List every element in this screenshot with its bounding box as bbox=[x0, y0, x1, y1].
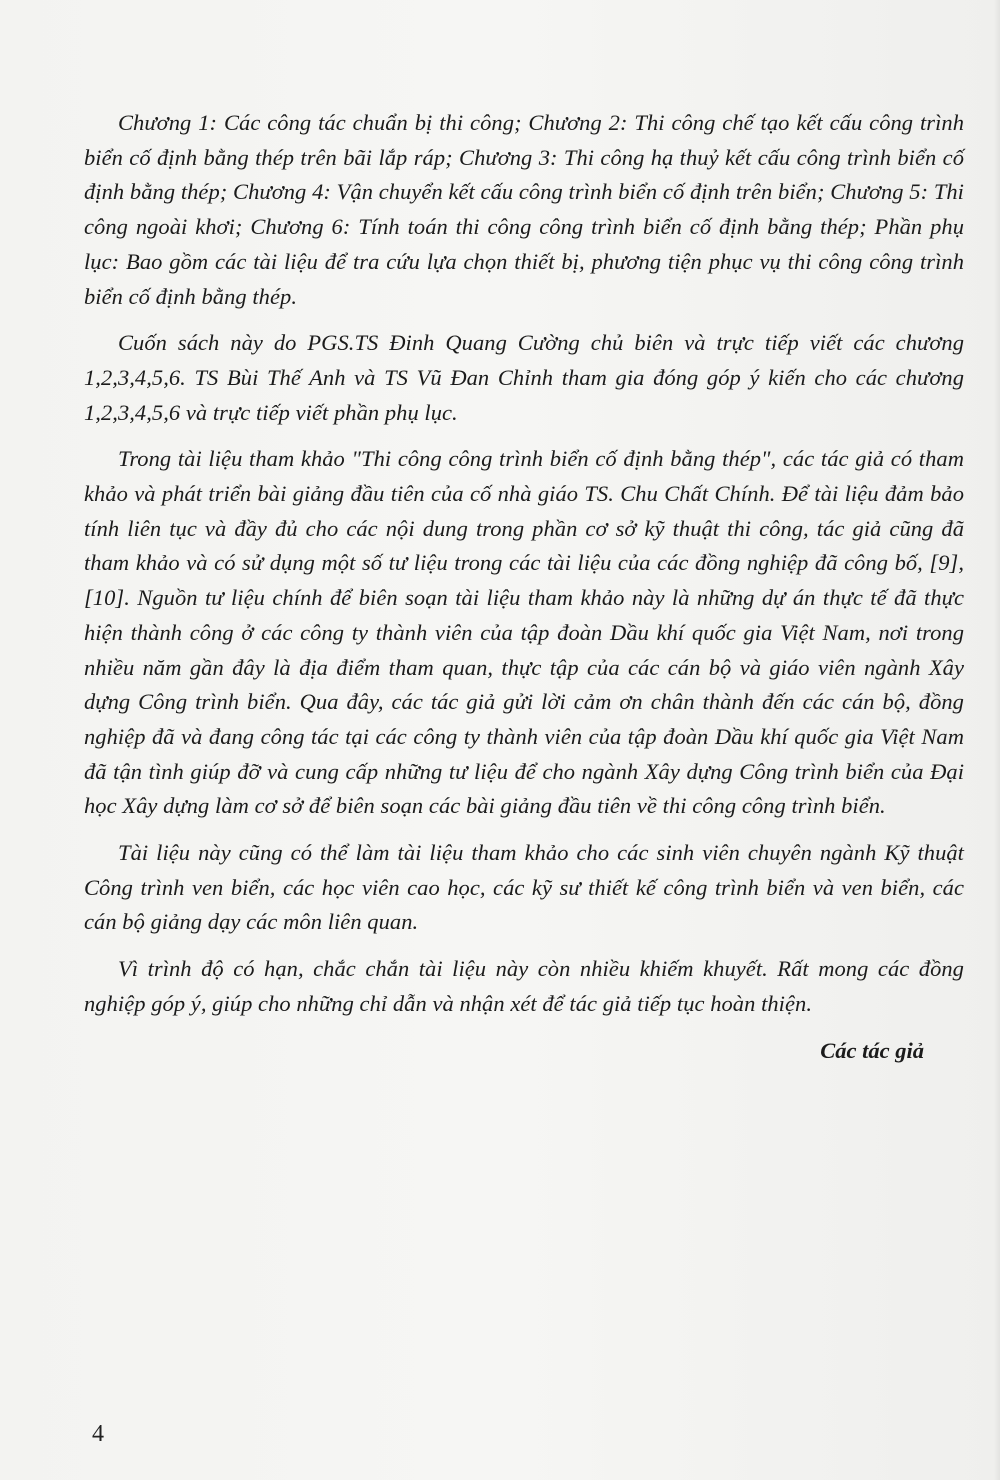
signature: Các tác giả bbox=[820, 1037, 924, 1063]
page-edge-shadow bbox=[994, 0, 1000, 1480]
paragraph-chapter-list: Chương 1: Các công tác chuẩn bị thi công; Chương 2: Thi công chế tạo kết cấu công trình biển cố định bằng thép trên bãi lắp ráp; Chương 3: Thi công hạ thuỷ kết cấu công trình biển cố định bằng thép; Chương 4: Vận chuyển kết cấu công trình biển cố định trên biển; Chương 5: Thi công ngoài khơi; Chương 6: Tính toán thi công công trình biển cố định bằng thép; Phần phụ lục: Bao gồm các tài liệu để tra cứu lựa chọn thiết bị, phương tiện phục vụ thi công công trình biển cố định bằng thép. bbox=[84, 110, 964, 309]
page-number: 4 bbox=[92, 1421, 104, 1447]
paragraph-audience: Tài liệu này cũng có thể làm tài liệu tham khảo cho các sinh viên chuyên ngành Kỹ thuật Công trình ven biển, các học viên cao học, các kỹ sư thiết kế công trình biển và ven biển, các cán bộ giảng dạy các môn liên quan. bbox=[84, 840, 964, 935]
page-body bbox=[84, 106, 964, 1068]
paragraph-sources: Trong tài liệu tham khảo "Thi công công trình biển cố định bằng thép", các tác giả có tham khảo và phát triển bài giảng đầu tiên của cố nhà giáo TS. Chu Chất Chính. Để tài liệu đảm bảo tính liên tục và đầy đủ cho các nội dung trong phần cơ sở kỹ thuật thi công, tác giả cũng đã tham khảo và có sử dụng một số tư liệu trong các tài liệu của các đồng nghiệp đã công bố, [9], [10]. Nguồn tư liệu chính để biên soạn tài liệu tham khảo này là những dự án thực tế đã thực hiện thành công ở các công ty thành viên của tập đoàn Dầu khí quốc gia Việt Nam, nơi trong nhiều năm gần đây là địa điểm tham quan, thực tập của các cán bộ và giáo viên ngành Xây dựng Công trình biển. Qua đây, các tác giả gửi lời cảm ơn chân thành đến các cán bộ, đồng nghiệp đã và đang công tác tại các công ty thành viên của tập đoàn Dầu khí quốc gia Việt Nam đã tận tình giúp đỡ và cung cấp những tư liệu để cho ngành Xây dựng Công trình biển của Đại học Xây dựng làm cơ sở để biên soạn các bài giảng đầu tiên về thi công công trình biển. bbox=[84, 446, 964, 819]
paragraph-authors: Cuốn sách này do PGS.TS Đinh Quang Cường chủ biên và trực tiếp viết các chương 1,2,3,4,5,6. TS Bùi Thế Anh và TS Vũ Đan Chỉnh tham gia đóng góp ý kiến cho các chương 1,2,3,4,5,6 và trực tiếp viết phần phụ lục. bbox=[84, 330, 964, 425]
paragraph-closing: Vì trình độ có hạn, chắc chắn tài liệu này còn nhiều khiếm khuyết. Rất mong các đồng nghiệp góp ý, giúp cho những chỉ dẫn và nhận xét để tác giả tiếp tục hoàn thiện. bbox=[84, 956, 964, 1016]
